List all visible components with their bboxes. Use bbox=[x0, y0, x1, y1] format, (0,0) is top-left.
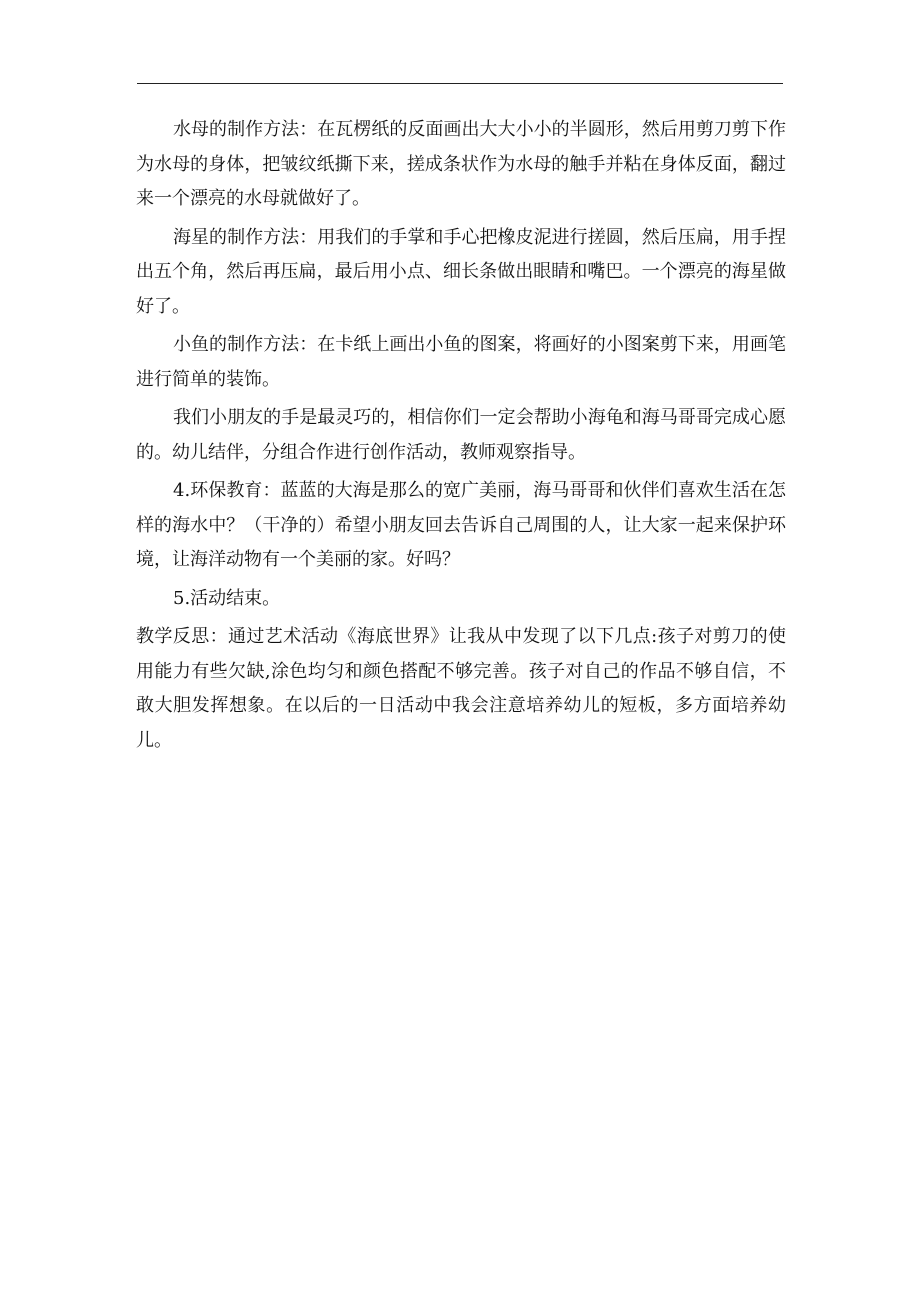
paragraph-jellyfish: 水母的制作方法：在瓦楞纸的反面画出大大小小的半圆形，然后用剪刀剪下作为水母的身体，把皱纹纸撕下来，搓成条状作为水母的触手并粘在身体反面，翻过来一个漂亮的水母就做好了。 bbox=[136, 119, 786, 209]
paragraph-starfish: 海星的制作方法：用我们的手掌和手心把橡皮泥进行搓圆，然后压扁，用手捏出五个角，然后再压扁，最后用小点、细长条做出眼睛和嘴巴。一个漂亮的海星做好了。 bbox=[136, 226, 786, 317]
paragraph-group-activity: 我们小朋友的手是最灵巧的，相信你们一定会帮助小海龟和海马哥哥完成心愿的。幼儿结伴，分组合作进行创作活动，教师观察指导。 bbox=[136, 407, 786, 463]
paragraph-environment-education: 4.环保教育：蓝蓝的大海是那么的宽广美丽，海马哥哥和伙伴们喜欢生活在怎样的海水中？（干净的）希望小朋友回去告诉自己周围的人，让大家一起来保护环境，让海洋动物有一个美丽的家。好吗？ bbox=[136, 480, 786, 570]
paragraph-activity-end: 5.活动结束。 bbox=[173, 587, 281, 609]
paragraph-teaching-reflection: 教学反思：通过艺术活动《海底世界》让我从中发现了以下几点:孩子对剪刀的使用能力有些欠缺,涂色均匀和颜色搭配不够完善。孩子对自己的作品不够自信，不敢大胆发挥想象。在以后的一日活动中我会注意培养幼儿的短板，多方面培养幼儿。 bbox=[136, 626, 786, 751]
document-body bbox=[136, 113, 786, 762]
paragraph-fish: 小鱼的制作方法：在卡纸上画出小鱼的图案，将画好的小图案剪下来，用画笔进行简单的装饰。 bbox=[136, 334, 786, 390]
header-rule bbox=[137, 83, 783, 84]
